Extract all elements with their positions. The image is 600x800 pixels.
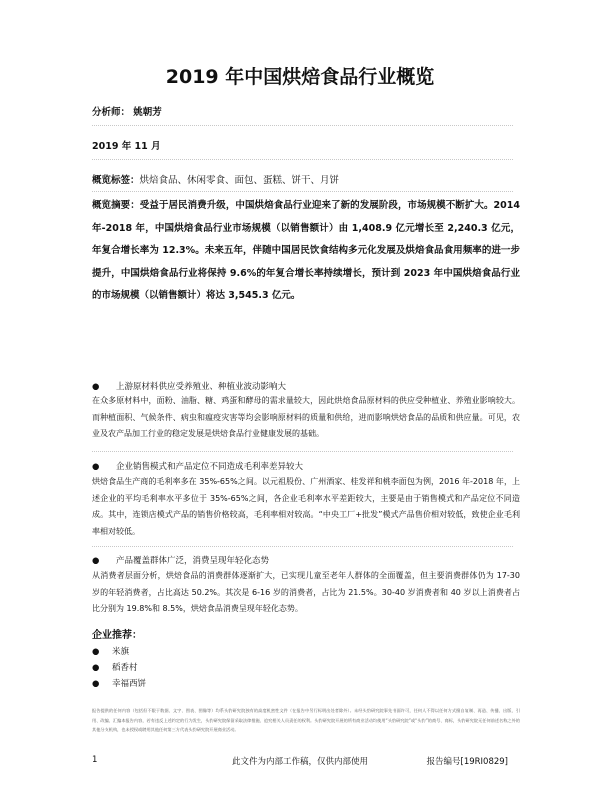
overview-summary: 概览摘要：受益于居民消费升级，中国烘焙食品行业迎来了新的发展阶段，市场规模不断扩大。2014 年-2018 年，中国烘焙食品行业市场规模（以销售额计）由 1,408.9 亿元增长至 2,240.3 亿元，年复合增长率为 12.3%。未来五年，伴随中国居民饮食结构多元化发展及烘焙食品食用频率的进一步提升，中国烘焙食品行业将保持 9.6%的年复合增长率持续增长，预计到 2023 年中国烘焙食品行业的市场规模（以销售额计）将达 3,545.3 亿元。: [92, 200, 520, 301]
bullet-icon: ●: [92, 663, 100, 673]
section-body-3: 从消费者层面分析，烘焙食品的消费群体逐渐扩大，已实现儿童至老年人群体的全面覆盖，但主要消费群体仍为 17-30 岁的年轻消费者，占比高达 50.2%。其次是 6-16 岁的消费者，占比为 21.5%。30-40 岁消费者和 40 岁以上消费者占比分别为 19.8%和 8.5%，烘焙食品消费呈现年轻化态势。: [92, 571, 520, 613]
analyst-line: 分析师： 姚朝芳: [92, 107, 162, 118]
divider: [92, 451, 513, 452]
section-heading-1: [92, 380, 286, 392]
tags-text: 烘焙食品、休闲零食、面包、蛋糕、饼干、月饼: [139, 175, 340, 186]
tags-label: 概览标签：: [92, 175, 140, 186]
page-footer: [0, 755, 600, 769]
divider: [92, 159, 513, 160]
bullet-icon: ●: [92, 382, 100, 392]
recommend-item: [92, 661, 138, 673]
recommend-item: [92, 677, 146, 689]
recommend-item-text: 米旗: [112, 647, 130, 657]
divider: [92, 125, 513, 126]
report-title: 2019 年中国烘焙食品行业概览: [165, 66, 435, 88]
report-code: 报告编号[19RI0829]: [426, 757, 508, 767]
bullet-icon: ●: [92, 462, 100, 472]
report-date: 2019 年 11 月: [92, 141, 161, 152]
overview-tags: [92, 172, 339, 186]
disclaimer-text: 报告提供的任何内容（包括但不限于数据、文字、图表、图像等）均系头豹研究院独有的高度机密性文件（在报告中另行标明出处者除外）。未经头豹研究院事先书面许可，任何人不得以任何方式擅自复制、再造、传播、出版、引用、改编、汇编本报告内容，若有违反上述约定的行为发生，头豹研究院保留采取法律措施、追究相关人员责任的权利。头豹研究院开展的所有商业活动均使用“头豹研究院”或“头豹”的商号、商标，头豹研究院无任何前述名称之外的其他分支机构，也未授权或聘用其他任何第三方代表头豹研究院开展商业活动。: [92, 708, 520, 732]
divider: [92, 546, 513, 547]
recommend-item-text: 稻香村: [112, 663, 138, 673]
section-heading-text: 企业销售模式和产品定位不同造成毛利率差异较大: [116, 462, 304, 472]
section-heading-2: [92, 460, 303, 472]
section-body-2: 烘焙食品生产商的毛利率多在 35%-65%之间。以元祖股份、广州酒家、桂发祥和桃李面包为例，2016 年-2018 年，上述企业的平均毛利率水平多位于 35%-65%之间，各企业毛利率水平差距较大，主要是由于销售模式和产品定位不同造成。其中，连锁店模式产品的销售价格较高，毛利率相对较高。“中央工厂+批发”模式产品售价相对较低，致使企业毛利率相对较低。: [92, 477, 520, 536]
bullet-icon: ●: [92, 679, 100, 689]
page-number: 1: [92, 755, 98, 765]
footer-notice: 此文件为内部工作稿，仅供内部使用: [231, 757, 368, 767]
section-heading-text: 上游原材料供应受养殖业、种植业波动影响大: [116, 382, 287, 392]
recommend-item: [92, 645, 129, 657]
bullet-icon: ●: [92, 647, 100, 657]
bullet-icon: ●: [92, 556, 100, 566]
recommend-item-text: 幸福西饼: [112, 679, 147, 689]
recommend-title: 企业推荐：: [92, 630, 142, 641]
section-body-1: 在众多原材料中，面粉、油脂、糖、鸡蛋和酵母的需求量较大，因此烘焙食品原材料的供应受种植业、养殖业影响较大。而种植面积、气候条件、病虫和瘟疫灾害等均会影响原材料的质量和供给，进而影响烘焙食品的品质和供应量。可见，农业及农产品加工行业的稳定发展是烘焙食品行业健康发展的基础。: [92, 396, 520, 438]
section-heading-3: [92, 554, 269, 566]
divider: [92, 191, 513, 192]
section-heading-text: 产品覆盖群体广泛，消费呈现年轻化态势: [116, 556, 270, 566]
